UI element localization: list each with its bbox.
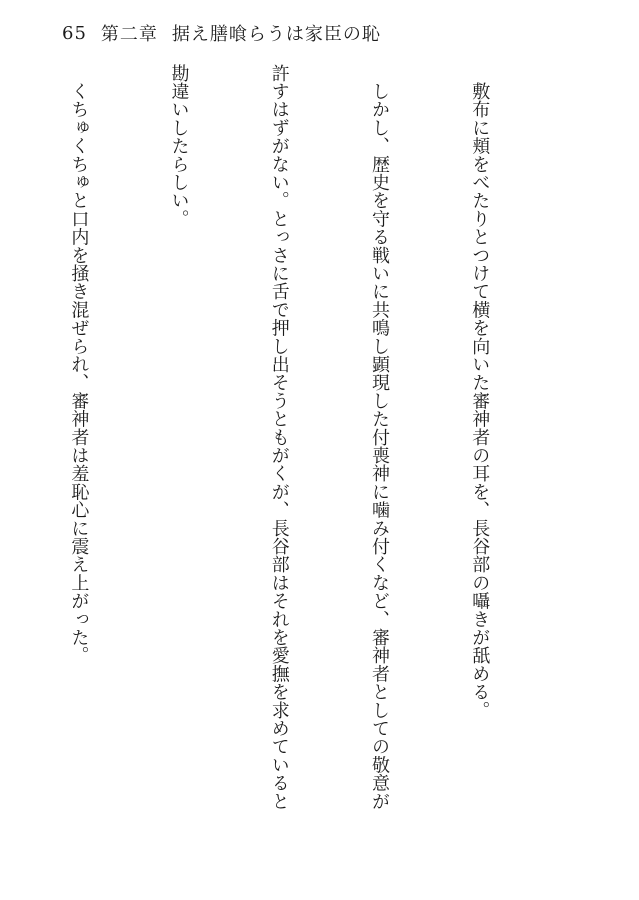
chapter-number: 第二章 bbox=[100, 24, 158, 45]
body-text bbox=[0, 64, 563, 874]
text-line: 敷布に頬をべたりとつけて横を向いた審神者の耳を、長谷部の囁きが舐める。 bbox=[469, 64, 491, 720]
page-number: 65 bbox=[62, 22, 87, 44]
text-line: 勘違いしたらしい。 bbox=[168, 64, 190, 228]
chapter-title: 据え膳喰らうは家臣の恥 bbox=[171, 24, 381, 45]
running-head bbox=[62, 20, 381, 46]
text-line: くちゅくちゅと口内を掻き混ぜられ、審神者は羞恥心に震え上がった。 bbox=[68, 64, 90, 665]
text-line: しかし、歴史を守る戦いに共鳴し顕現した付喪神に噛み付くなど、審神者としての敬意が bbox=[368, 64, 390, 811]
text-line: 許すはずがない。とっさに舌で押し出そうともがくが、長谷部はそれを愛撫を求めていると bbox=[268, 64, 290, 811]
